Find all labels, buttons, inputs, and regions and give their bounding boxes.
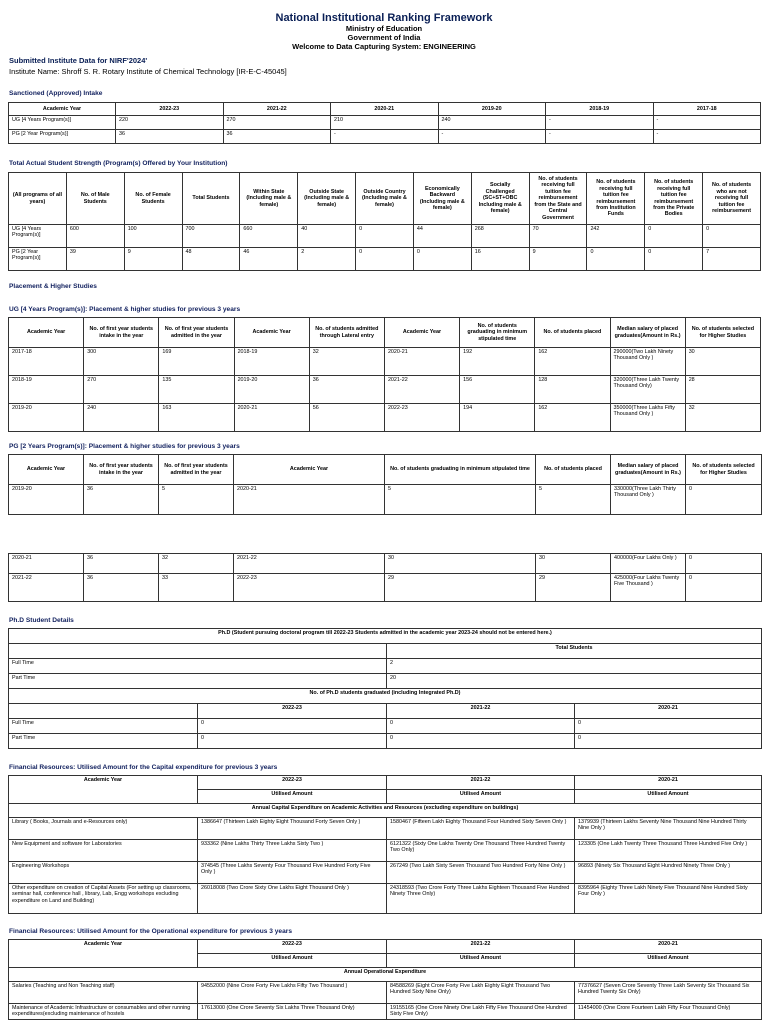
table-cell: New Equipment and software for Laboratories <box>9 840 198 862</box>
header-cell: 2020-21 <box>331 103 439 116</box>
total-students-label: Total Students <box>387 644 762 659</box>
table-row <box>9 674 762 689</box>
table-cell: 32 <box>159 554 234 574</box>
table-cell: 320000(Three Lakh Twenty Thousand Only) <box>610 376 685 404</box>
table-row <box>9 404 761 432</box>
ug-placement-header-row <box>9 318 761 348</box>
header-cell: 2017-18 <box>653 103 761 116</box>
table-cell: 8395964 (Eighty Three Lakh Ninety Five Thousand Nine Hundred Sixty Four Only ) <box>575 884 762 914</box>
table-cell: 2020-21 <box>384 348 459 376</box>
ug-placement-title: UG [4 Years Program(s)]: Placement & higher studies for previous 3 years <box>9 306 241 313</box>
table-row <box>9 574 762 602</box>
page-title: National Institutional Ranking Framework <box>275 12 493 24</box>
table-cell: 123305 (One Lakh Twenty Three Thousand Three Hundred Five Only ) <box>575 840 762 862</box>
table-cell: 210 <box>331 116 439 130</box>
table-cell: 600 <box>66 225 124 248</box>
header-cell: No. of Female Students <box>124 173 182 225</box>
header-cell: Median salary of placed graduates(Amount in Rs.) <box>610 318 685 348</box>
table-cell: 0 <box>575 719 762 734</box>
header-cell: No. of first year students intake in the year <box>84 318 159 348</box>
table-cell: 162 <box>535 348 610 376</box>
table-cell: 70 <box>529 225 587 248</box>
table-cell: 194 <box>460 404 535 432</box>
table-cell: Library ( Books, Journals and e-Resources only) <box>9 818 198 840</box>
header-cell: No. of students placed <box>535 318 610 348</box>
table-cell: 425000(Four Lakhs Twenty Five Thousand ) <box>611 574 686 602</box>
table-cell: 11454000 (One Crore Fourteen Lakh Fifty Four Thousand Only) <box>575 1004 762 1020</box>
table-cell: 7 <box>703 248 761 271</box>
table-cell: 5 <box>536 485 611 515</box>
table-row <box>9 862 762 884</box>
academic-year-header: Academic Year <box>9 940 198 968</box>
table-row <box>9 818 762 840</box>
table-cell: 270 <box>84 376 159 404</box>
header-cell: No. of students graduating in minimum stipulated time <box>385 455 536 485</box>
table-cell: PG [2 Year Program(s)] <box>9 130 116 144</box>
table-cell: 2020-21 <box>234 404 309 432</box>
institute-name: Institute Name: Shroff S. R. Rotary Institute of Chemical Technology [IR-E-C-45045] <box>9 67 287 76</box>
table-cell: 48 <box>182 248 240 271</box>
table-cell: 0 <box>198 719 387 734</box>
table-cell: 163 <box>159 404 234 432</box>
table-cell: 2 <box>298 248 356 271</box>
pg-placement-title: PG [2 Years Program(s)]: Placement & higher studies for previous 3 years <box>9 443 240 450</box>
table-cell: 26018008 (Two Crore Sixty One Lakhs Eight Thousand Only ) <box>198 884 387 914</box>
table-cell: 32 <box>309 348 384 376</box>
year-header: 2022-23 <box>198 940 387 954</box>
table-cell: 39 <box>66 248 124 271</box>
header-cell: (All programs of all years) <box>9 173 67 225</box>
table-cell: 30 <box>385 554 536 574</box>
header-cell: Within State (Including male & female) <box>240 173 298 225</box>
table-cell: 28 <box>685 376 760 404</box>
table-cell: Other expenditure on creation of Capital Assets (For setting up classrooms, seminar hall, conference hall , library, Lab, Engg workshops excluding expenditure on Land and Building) <box>9 884 198 914</box>
table-cell: 20 <box>387 674 762 689</box>
table-cell: 192 <box>460 348 535 376</box>
table-row <box>9 719 762 734</box>
header-cell: Median salary of placed graduates(Amount in Rs.) <box>611 455 686 485</box>
table-cell: 268 <box>471 225 529 248</box>
phd-total-row <box>9 644 762 659</box>
table-cell: 2021-22 <box>234 554 385 574</box>
operational-table <box>8 939 762 1020</box>
table-row <box>9 348 761 376</box>
table-cell: 30 <box>536 554 611 574</box>
academic-year-header: Academic Year <box>9 776 198 804</box>
table-cell: - <box>331 130 439 144</box>
table-cell: - <box>653 116 761 130</box>
header-cell: Outside Country (Including male & female) <box>356 173 414 225</box>
table-cell: 0 <box>387 734 575 749</box>
table-cell: 0 <box>413 248 471 271</box>
table-cell: 2019-20 <box>234 376 309 404</box>
strength-title: Total Actual Student Strength (Program(s) Offered by Your Institution) <box>9 160 228 167</box>
table-cell: 2019-20 <box>9 485 84 515</box>
table-cell: 1580467 (Fifteen Lakh Eighty Thousand Four Hundred Sixty Seven Only ) <box>387 818 575 840</box>
header-cell: Outside State (Including male & female) <box>298 173 356 225</box>
header-cell: No. of students receiving full tuition fee reimbursement from the Private Bodies <box>645 173 703 225</box>
intake-title: Sanctioned (Approved) Intake <box>9 90 103 97</box>
header-cell: No. of students receiving full tuition fee reimbursement from Institution Funds <box>587 173 645 225</box>
header-cell: No. of Male Students <box>66 173 124 225</box>
phd-graduated-header: No. of Ph.D students graduated (including Integrated Ph.D) <box>9 689 762 704</box>
header-cell: Socially Challenged (SC+ST+OBC Including male & female) <box>471 173 529 225</box>
header-cell: Academic Year <box>234 455 385 485</box>
government-line: Government of India <box>347 33 421 42</box>
header-cell: No. of first year students admitted in the year <box>159 455 234 485</box>
table-cell: 2 <box>387 659 762 674</box>
phd-header: Ph.D (Student pursuing doctoral program till 2022-23 Students admitted in the academic year 2023-24 should not be entered here.) <box>9 629 762 644</box>
table-cell: 36 <box>223 130 331 144</box>
table-cell: 2022-23 <box>384 404 459 432</box>
table-cell: 100 <box>124 225 182 248</box>
table-cell: Part Time <box>9 674 387 689</box>
table-cell: 0 <box>686 554 762 574</box>
header-cell: Academic Year <box>384 318 459 348</box>
capital-subheader-row <box>9 804 762 818</box>
capital-subheader: Annual Capital Expenditure on Academic Activities and Resources (excluding expenditure on buildings) <box>9 804 762 818</box>
table-cell: 96893 (Ninety Six Thousand Eight Hundred Ninety Three Only ) <box>575 862 762 884</box>
table-cell: Salaries (Teaching and Non Teaching staff) <box>9 982 198 1004</box>
table-cell: 933362 (Nine Lakhs Thirty Three Lakhs Sixty Two ) <box>198 840 387 862</box>
table-cell: 0 <box>587 248 645 271</box>
table-cell: 2020-21 <box>234 485 385 515</box>
table-cell: 0 <box>387 719 575 734</box>
header-cell: No. of students selected for Higher Studies <box>686 455 762 485</box>
strength-table <box>8 172 761 271</box>
table-cell: 290000(Two Lakh Ninety Thousand Only ) <box>610 348 685 376</box>
table-cell: UG [4 Years Program(s)] <box>9 116 116 130</box>
intake-header-row <box>9 103 761 116</box>
table-cell: 30 <box>685 348 760 376</box>
table-row <box>9 659 762 674</box>
table-row <box>9 884 762 914</box>
header-cell: 2018-19 <box>546 103 654 116</box>
table-cell: 16 <box>471 248 529 271</box>
table-cell: 0 <box>198 734 387 749</box>
utilised-amount-header: Utilised Amount <box>387 790 575 804</box>
table-cell: 350000(Three Lakhs Fifty Thousand Only ) <box>610 404 685 432</box>
year-header: 2020-21 <box>575 776 762 790</box>
table-cell: 660 <box>240 225 298 248</box>
table-cell: 0 <box>356 248 414 271</box>
table-cell: 9 <box>529 248 587 271</box>
capital-title: Financial Resources: Utilised Amount for the Capital expenditure for previous 3 years <box>9 764 278 771</box>
ministry-line: Ministry of Education <box>345 24 423 33</box>
table-cell: 2019-20 <box>9 404 84 432</box>
capital-header-row <box>9 776 762 790</box>
header-cell: No. of students receiving full tuition fee reimbursement from the State and Central Government <box>529 173 587 225</box>
phd-title: Ph.D Student Details <box>9 617 74 624</box>
pg-placement-header-row <box>9 455 762 485</box>
table-cell: 5 <box>159 485 234 515</box>
table-cell: 267249 (Two Lakh Sixty Seven Thousand Two Hundred Forty Nine Only ) <box>387 862 575 884</box>
table-cell: 94552000 (Nine Crore Forty Five Lakhs Fifty Two Thousand ) <box>198 982 387 1004</box>
header-cell: 2019-20 <box>438 103 546 116</box>
table-cell: - <box>546 130 654 144</box>
year-header: 2022-23 <box>198 776 387 790</box>
table-cell: 0 <box>686 574 762 602</box>
operational-subheader-row <box>9 968 762 982</box>
intake-table <box>8 102 761 144</box>
table-row <box>9 116 761 130</box>
table-row <box>9 225 761 248</box>
table-cell: 36 <box>84 574 159 602</box>
table-cell: 36 <box>84 554 159 574</box>
table-cell: 330000(Three Lakh Thirty Thousand Only ) <box>611 485 686 515</box>
table-cell: 0 <box>686 485 762 515</box>
table-cell: 1379939 (Thirteen Lakhs Seventy Nine Thousand Nine Hundred Thirty Nine Only ) <box>575 818 762 840</box>
table-row <box>9 485 762 515</box>
table-cell: - <box>546 116 654 130</box>
table-cell: 2018-19 <box>9 376 84 404</box>
table-cell: 300 <box>84 348 159 376</box>
table-cell: 0 <box>703 225 761 248</box>
header-cell: Academic Year <box>234 318 309 348</box>
table-cell: 0 <box>356 225 414 248</box>
table-cell: 24318593 (Two Crore Forty Three Lakhs Eighteen Thousand Five Hundred Ninety Three Only) <box>387 884 575 914</box>
table-cell: 220 <box>116 116 224 130</box>
utilised-amount-header: Utilised Amount <box>198 790 387 804</box>
table-row <box>9 840 762 862</box>
table-cell: 0 <box>575 734 762 749</box>
table-cell: PG [2 Year Program(s)] <box>9 248 67 271</box>
table-cell: 1386647 (Thirteen Lakh Eighty Eight Thousand Forty Seven Only ) <box>198 818 387 840</box>
table-cell: 84588269 (Eight Crore Forty Five Lakh Eighty Eight Thousand Two Hundred Sixty Nine Only) <box>387 982 575 1004</box>
table-cell: 700 <box>182 225 240 248</box>
table-cell: 128 <box>535 376 610 404</box>
table-cell: 374545 (Three Lakhs Seventy Four Thousand Five Hundred Forty Five Only ) <box>198 862 387 884</box>
table-cell: 6121322 (Sixty One Lakhs Twenty One Thousand Three Hundred Twenty Two Only) <box>387 840 575 862</box>
table-cell: 162 <box>535 404 610 432</box>
table-row <box>9 376 761 404</box>
table-row <box>9 248 761 271</box>
phd-header-row <box>9 629 762 644</box>
header-cell: Academic Year <box>9 318 84 348</box>
year-header: 2020-21 <box>575 704 762 719</box>
placement-title: Placement & Higher Studies <box>9 283 97 290</box>
header-cell: No. of students admitted through Lateral entry <box>309 318 384 348</box>
year-header: 2022-23 <box>198 704 387 719</box>
table-cell: 36 <box>84 485 159 515</box>
year-header: 2021-22 <box>387 776 575 790</box>
header-cell: Economically Backward (Including male & female) <box>413 173 471 225</box>
strength-header-row <box>9 173 761 225</box>
table-cell: Maintenance of Academic Infrastructure or consumables and other running expenditures(excluding maintenance of hostels <box>9 1004 198 1020</box>
table-cell: 33 <box>159 574 234 602</box>
header-cell: 2022-23 <box>116 103 224 116</box>
table-cell: 135 <box>159 376 234 404</box>
table-cell: 2018-19 <box>234 348 309 376</box>
table-cell: 36 <box>116 130 224 144</box>
capital-table <box>8 775 762 914</box>
table-cell: - <box>653 130 761 144</box>
header-cell: 2021-22 <box>223 103 331 116</box>
table-cell: 156 <box>460 376 535 404</box>
table-cell: 2017-18 <box>9 348 84 376</box>
table-cell: 46 <box>240 248 298 271</box>
header-cell: No. of students placed <box>536 455 611 485</box>
operational-subheader: Annual Operational Expenditure <box>9 968 762 982</box>
year-header: 2021-22 <box>387 704 575 719</box>
table-cell: 29 <box>536 574 611 602</box>
header-cell: Academic Year <box>9 103 116 116</box>
table-cell: 270 <box>223 116 331 130</box>
table-cell: UG [4 Years Program(s)] <box>9 225 67 248</box>
table-cell: 5 <box>385 485 536 515</box>
header-cell: No. of students who are not receiving full tuition fee reimbursement <box>703 173 761 225</box>
year-header: 2020-21 <box>575 940 762 954</box>
operational-header-row <box>9 940 762 954</box>
table-row <box>9 982 762 1004</box>
table-cell: 2020-21 <box>9 554 84 574</box>
table-cell: 29 <box>385 574 536 602</box>
table-cell: 0 <box>645 248 703 271</box>
table-cell: 0 <box>645 225 703 248</box>
table-cell: 19155165 (One Crore Ninety One Lakh Fifty Five Thousand One Hundred Sixty Five Only) <box>387 1004 575 1020</box>
utilised-amount-header: Utilised Amount <box>575 790 762 804</box>
utilised-amount-header: Utilised Amount <box>387 954 575 968</box>
table-cell: Full Time <box>9 719 198 734</box>
empty-cell <box>9 644 387 659</box>
header-cell: No. of students graduating in minimum stipulated time <box>460 318 535 348</box>
utilised-amount-header: Utilised Amount <box>575 954 762 968</box>
table-cell: Engineering Workshops <box>9 862 198 884</box>
phd-years-row <box>9 704 762 719</box>
table-cell: 2021-22 <box>9 574 84 602</box>
header-cell: No. of first year students admitted in the year <box>159 318 234 348</box>
table-cell: 17613000 (One Crore Seventy Six Lakhs Three Thousand Only) <box>198 1004 387 1020</box>
operational-title: Financial Resources: Utilised Amount for the Operational expenditure for previous 3 years <box>9 928 292 935</box>
phd-table <box>8 628 762 749</box>
empty-cell <box>9 704 198 719</box>
table-cell: 2021-22 <box>384 376 459 404</box>
table-cell: 36 <box>309 376 384 404</box>
table-cell: Part Time <box>9 734 198 749</box>
table-cell: 169 <box>159 348 234 376</box>
table-cell: 400000(Four Lakhs Only ) <box>611 554 686 574</box>
welcome-line: Welcome to Data Capturing System: ENGINEERING <box>292 42 476 51</box>
table-cell: 44 <box>413 225 471 248</box>
year-header: 2021-22 <box>387 940 575 954</box>
page-header <box>0 0 768 51</box>
ug-placement-table <box>8 317 761 432</box>
submitted-label: Submitted Institute Data for NIRF'2024' <box>9 56 148 65</box>
table-cell: Full Time <box>9 659 387 674</box>
table-cell: 32 <box>685 404 760 432</box>
table-cell: 242 <box>587 225 645 248</box>
table-cell: 77376627 (Seven Crore Seventy Three Lakh Seventy Six Thousand Six Hundred Twenty Six Only) <box>575 982 762 1004</box>
table-cell: 2022-23 <box>234 574 385 602</box>
table-row <box>9 1004 762 1020</box>
table-row <box>9 554 762 574</box>
pg-placement-table-continued <box>8 553 762 602</box>
table-cell: 40 <box>298 225 356 248</box>
header-cell: No. of first year students intake in the year <box>84 455 159 485</box>
table-cell: 240 <box>84 404 159 432</box>
header-cell: Total Students <box>182 173 240 225</box>
phd-graduated-row <box>9 689 762 704</box>
header-cell: No. of students selected for Higher Studies <box>685 318 760 348</box>
table-cell: 9 <box>124 248 182 271</box>
table-row <box>9 130 761 144</box>
utilised-amount-header: Utilised Amount <box>198 954 387 968</box>
table-cell: 56 <box>309 404 384 432</box>
table-row <box>9 734 762 749</box>
table-cell: - <box>438 130 546 144</box>
table-cell: 240 <box>438 116 546 130</box>
header-cell: Academic Year <box>9 455 84 485</box>
pg-placement-table <box>8 454 762 515</box>
